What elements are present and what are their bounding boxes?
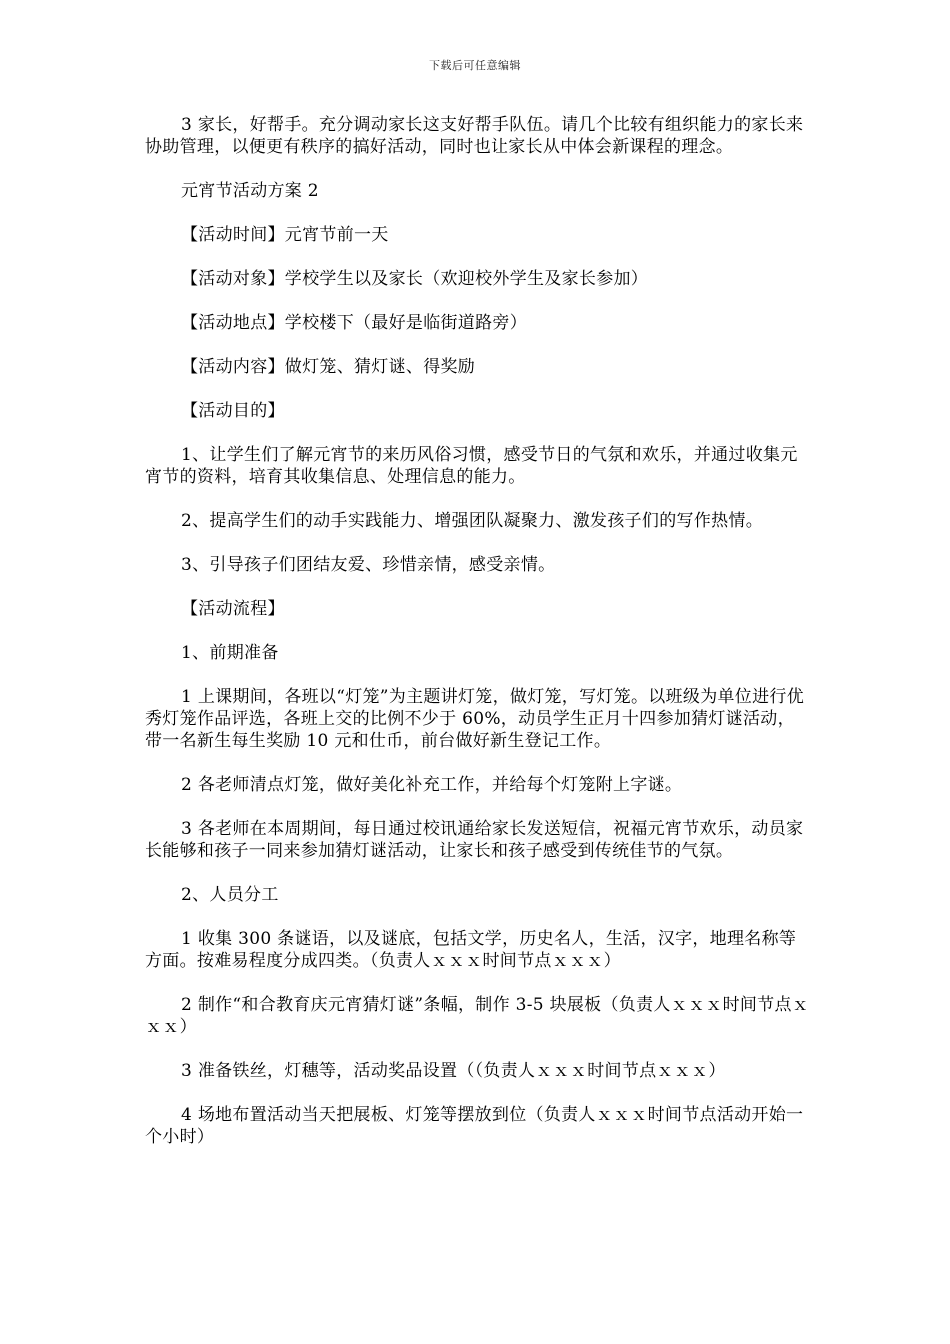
page-header: 下载后可任意编辑 — [429, 59, 521, 72]
paragraph: 3 家长，好帮手。充分调动家长这支好帮手队伍。请几个比较有组织能力的家长来协助管理，以便更有秩序的搞好活动，同时也让家长从中体会新课程的理念。 — [145, 115, 804, 157]
paragraph: 2 各老师清点灯笼，做好美化补充工作，并给每个灯笼附上字谜。 — [181, 775, 683, 795]
paragraph: 2、人员分工 — [181, 885, 279, 905]
section-title: 元宵节活动方案 2 — [181, 181, 319, 201]
paragraph: 3 准备铁丝，灯穗等，活动奖品设置（（负责人ｘｘｘ时间节点ｘｘｘ） — [181, 1061, 726, 1081]
paragraph: 3 各老师在本周期间，每日通过校讯通给家长发送短信，祝福元宵节欢乐，动员家长能够和孩子一同来参加猜灯谜活动，让家长和孩子感受到传统佳节的气氛。 — [145, 819, 804, 861]
paragraph: 3、引导孩子们团结友爱、珍惜亲情，感受亲情。 — [181, 555, 556, 575]
paragraph: 1、让学生们了解元宵节的来历风俗习惯，感受节日的气氛和欢乐，并通过收集元宵节的资料，培育其收集信息、处理信息的能力。 — [145, 445, 798, 487]
paragraph: 1 收集 300 条谜语，以及谜底，包括文学，历史名人，生活，汉字，地理名称等方面。按难易程度分成四类。（负责人ｘｘｘ时间节点ｘｘｘ） — [145, 929, 797, 971]
paragraph: 【活动地点】学校楼下（最好是临街道路旁） — [181, 313, 527, 333]
paragraph: 1、前期准备 — [181, 643, 279, 663]
paragraph: 【活动流程】 — [181, 599, 285, 619]
paragraph: 1 上课期间，各班以“灯笼”为主题讲灯笼，做灯笼，写灯笼。以班级为单位进行优秀灯笼作品评选，各班上交的比例不少于 60%，动员学生正月十四参加猜灯谜活动，带一名新生每生奖励 10 元和仕币，前台做好新生登记工作。 — [145, 687, 804, 751]
paragraph: 2 制作“和合教育庆元宵猜灯谜”条幅，制作 3-5 块展板（负责人ｘｘｘ时间节点ｘｘｘ） — [145, 995, 810, 1037]
document-body — [145, 114, 810, 1170]
paragraph: 【活动时间】元宵节前一天 — [181, 225, 389, 245]
paragraph: 【活动对象】学校学生以及家长（欢迎校外学生及家长参加） — [181, 269, 649, 289]
paragraph: 4 场地布置活动当天把展板、灯笼等摆放到位（负责人ｘｘｘ时间节点活动开始一个小时） — [145, 1105, 804, 1147]
paragraph: 【活动内容】做灯笼、猜灯谜、得奖励 — [181, 357, 476, 377]
paragraph: 【活动目的】 — [181, 401, 285, 421]
paragraph: 2、提高学生们的动手实践能力、增强团队凝聚力、激发孩子们的写作热情。 — [181, 511, 764, 531]
